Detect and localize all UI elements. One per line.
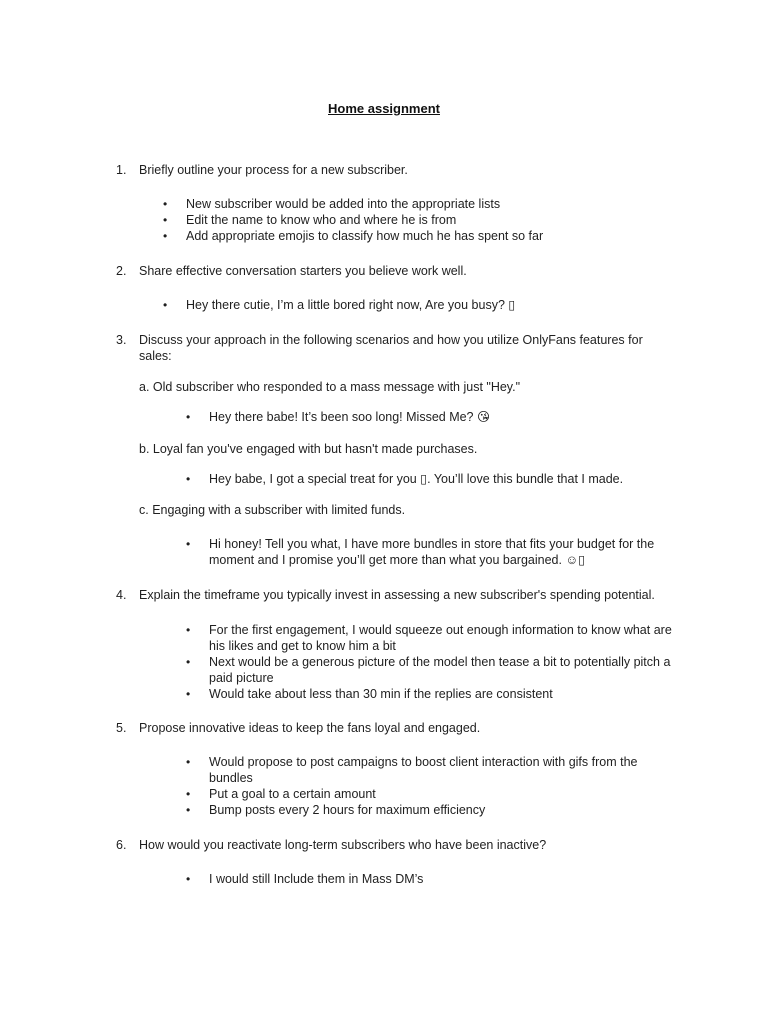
list-item: • For the first engagement, I would squeeze out enough information to know what are his likes and get to know him a bit [209, 622, 679, 654]
answer-list-3a [209, 409, 679, 425]
scenario-a: a. Old subscriber who responded to a mass message with just "Hey." [139, 380, 521, 394]
question-number: 4. [116, 588, 127, 602]
answer-list-6 [209, 871, 679, 887]
question-number: 3. [116, 333, 127, 347]
scenario-c: c. Engaging with a subscriber with limited funds. [139, 503, 406, 517]
list-item: • Next would be a generous picture of the model then tease a bit to potentially pitch a paid picture [209, 654, 679, 686]
scenario-b: b. Loyal fan you've engaged with but hasn't made purchases. [139, 442, 478, 456]
list-item: • Add appropriate emojis to classify how much he has spent so far [186, 228, 686, 244]
list-item: • Put a goal to a certain amount [209, 786, 679, 802]
list-item: • Would take about less than 30 min if the replies are consistent [209, 686, 679, 702]
list-item: • Hey there babe! It’s been soo long! Missed Me? 😘 [209, 409, 679, 425]
answer-list-2 [186, 297, 686, 313]
question-number: 1. [116, 163, 127, 177]
answer-list-3c [209, 536, 679, 568]
answer-list-5 [209, 754, 679, 818]
question-text: How would you reactivate long-term subscribers who have been inactive? [139, 838, 547, 852]
list-item: • Bump posts every 2 hours for maximum efficiency [209, 802, 679, 818]
question-text: Discuss your approach in the following scenarios and how you utilize OnlyFans features for sales: [139, 333, 643, 363]
list-item: • Hey babe, I got a special treat for you ▯. You’ll love this bundle that I made. [209, 471, 679, 487]
list-item: • Hi honey! Tell you what, I have more bundles in store that fits your budget for the moment and I promise you’ll get more than what you bargained. ☺▯ [209, 536, 679, 568]
question-text: Propose innovative ideas to keep the fans loyal and engaged. [139, 721, 481, 735]
question-text: Share effective conversation starters you believe work well. [139, 264, 467, 278]
question-text: Briefly outline your process for a new subscriber. [139, 163, 408, 177]
question-number: 5. [116, 721, 127, 735]
question-number: 2. [116, 264, 127, 278]
question-number: 6. [116, 838, 127, 852]
list-item: • I would still Include them in Mass DM’s [209, 871, 679, 887]
answer-list-4 [209, 622, 679, 702]
list-item: • New subscriber would be added into the appropriate lists [186, 196, 686, 212]
answer-list-3b [209, 471, 679, 487]
list-item: • Hey there cutie, I’m a little bored right now, Are you busy? ▯ [186, 297, 686, 313]
document-title: Home assignment [328, 101, 440, 116]
question-text: Explain the timeframe you typically invest in assessing a new subscriber's spending potential. [139, 588, 655, 602]
list-item: • Edit the name to know who and where he is from [186, 212, 686, 228]
answer-list-1 [186, 196, 686, 244]
list-item: • Would propose to post campaigns to boost client interaction with gifs from the bundles [209, 754, 679, 786]
